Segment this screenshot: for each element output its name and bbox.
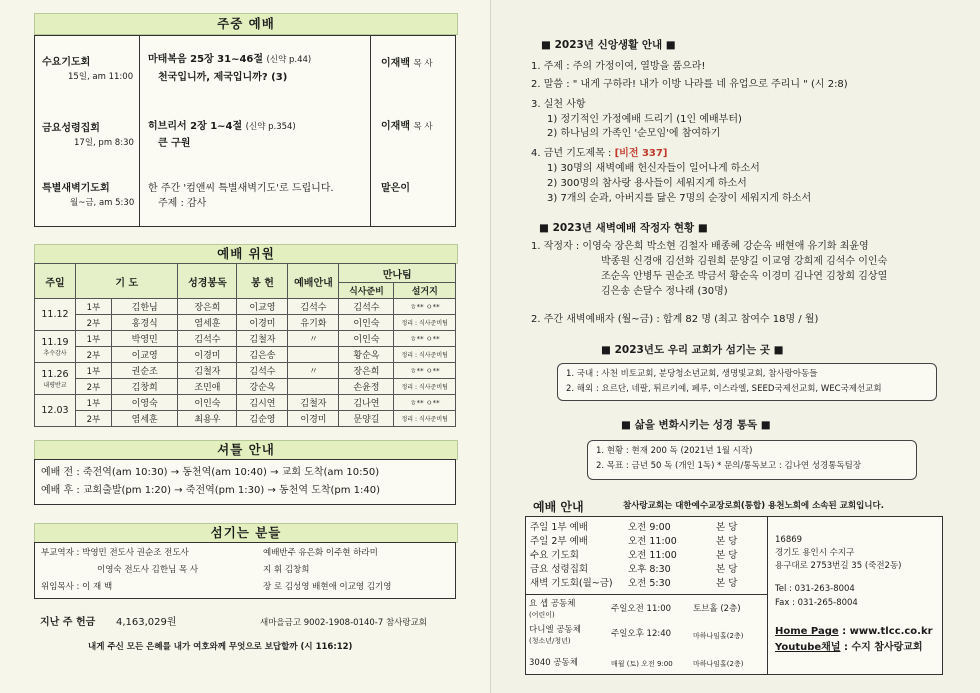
dawn-line: 조순옥 안병두 권순조 박금서 황순옥 이경미 김나연 김창희 김상열 [601,271,888,282]
youtube-link[interactable]: : 수지 참사랑교회 [843,642,923,653]
dawn-line: 1. 작정자 : 이영숙 장은희 박소현 김철자 배종혜 강순옥 배현애 유기화 최윤영 [531,241,869,252]
servants-line: 위임목사 : 이 재 백 [41,582,113,592]
cell-w1: 1부 [76,395,112,411]
prayer-item: 1) 30명의 새벽예배 헌신자들이 일어나게 하소서 [547,163,760,174]
guide-title: ■ 2023년 신앙생활 안내 ■ [541,39,676,51]
worship-role: 목 사 [413,122,433,132]
service-table [527,519,767,589]
worship-preacher: 이재백 [381,121,410,132]
cell-o1: 김철자 [237,331,288,347]
worship-role: 목 사 [413,59,433,69]
row-date: 11.19 [41,336,69,348]
worship-scripture: 한 주간 '컴앤씨 특별새벽기도'로 드립니다. [148,183,334,194]
row-sub: 추수감사 [43,349,67,357]
cell-m1: 이인숙 [339,331,394,347]
worship-name: 특별새벽기도회 [42,183,110,194]
cell-d2: 정리 : 식사준비팀 [394,411,456,427]
cell-m1: 김석수 [339,299,394,315]
worship-name: 금요성령집회 [42,123,100,134]
service-name: 주일 2부 예배 [530,536,588,547]
servants-line: 이영숙 전도사 김한님 목 사 [97,565,199,575]
service-time: 오전 11:00 [628,536,677,547]
bible-line: 1. 현황 : 현재 200 독 (2021년 1월 시작) [596,446,753,456]
service-name: 주일 1부 예배 [530,522,588,533]
guide-word: 2. 말씀 : " 내게 구하라! 내가 이방 나라를 네 유업으로 주리니 " (시 2:8) [531,79,848,90]
mission-line: 2. 해외 : 요르단, 네팔, 튀르키예, 페루, 이스라엘, SEED국제선교회, WEC국제선교회 [566,384,882,394]
cell-r1: 이인숙 [178,395,237,411]
guide-practice: 3. 실천 사항 [531,99,586,110]
col-header: 주일 [35,264,76,299]
guide-practice-1: 1) 정기적인 가정예배 드리기 (1인 예배부터) [547,114,742,125]
right-page [490,0,980,693]
committee-title: 예배 위원 [217,246,275,261]
cell-m2: 손윤정 [339,379,394,395]
community-row [527,598,767,622]
service-place: 본 당 [716,578,738,589]
worship-name: 수요기도회 [42,57,91,68]
cell-r2: 염세훈 [178,315,237,331]
cell-r1: 장은희 [178,299,237,315]
service-time: 오전 11:00 [628,550,677,561]
youtube-label: Youtube채널 [775,642,841,653]
cell-o2: 김순영 [237,411,288,427]
cell-o1: 김시연 [237,395,288,411]
bible-title: ■ 삶을 변화시키는 성경 통독 ■ [621,419,771,431]
cell-w2: 2부 [76,347,112,363]
cell-w1: 1부 [76,363,112,379]
cell-date [35,299,76,331]
cell-m2: 이인숙 [339,315,394,331]
mission-line: 1. 국내 : 사천 비토교회, 분당청소년교회, 생명빛교회, 참사랑아동들 [566,369,818,379]
servants-header [34,523,458,543]
offering-amount: 4,163,029원 [116,617,177,628]
cell-w1: 1부 [76,331,112,347]
worship-scripture: 히브리서 2장 1~4절 [148,121,243,132]
cell-d1: ㅎ** ㅇ** [394,299,456,315]
address-line: 용구대로 2753번길 35 (죽전2동) [775,561,902,571]
cell-d1: ㅎ** ㅇ** [394,363,456,379]
col-header: 봉 헌 [237,264,288,299]
guide-practice-2: 2) 하나님의 가족인 '순모임'에 참여하기 [547,128,721,139]
community-time: 매월 (토) 오전 9:00 [611,660,673,668]
community-time: 주일오후 12:40 [611,629,672,639]
cell-g2: 이경미 [288,411,339,427]
prayer-label: 4. 금년 기도제목 : [531,148,612,159]
offering-account: 새마을금고 9002-1908-0140-7 참사랑교회 [260,618,428,628]
cell-w2: 2부 [76,379,112,395]
service-name: 수요 기도회 [530,550,579,561]
service-schedule [527,519,767,589]
cell-o2: 이경미 [237,315,288,331]
community-row [527,648,767,672]
community-sub: (어린이) [529,611,555,619]
cell-g1: 김철자 [288,395,339,411]
cell-m1: 김나연 [339,395,394,411]
community-sub: (청소년/청년) [529,637,571,645]
cell-p2: 홍경식 [111,315,178,331]
shuttle-after: 예배 후 : 교회출발(pm 1:20) → 죽전역(pm 1:30) → 동천역 도착(pm 1:40) [41,485,381,496]
cell-d1: ㅎ** ㅇ** [394,395,456,411]
service-place: 본 당 [716,564,738,575]
cell-p1: 박영민 [111,331,178,347]
cell-p2: 염세훈 [111,411,178,427]
row-date: 11.12 [41,309,69,320]
committee-row [35,315,456,331]
shuttle-title: 셔틀 안내 [217,442,275,457]
servants-line: 부교역자 : 박영민 전도사 권순조 전도사 [41,548,189,558]
committee-row [35,331,456,347]
cell-r2: 최용우 [178,411,237,427]
service-place: 본 당 [716,522,738,533]
cell-w1: 1부 [76,299,112,315]
col-header: 성경봉독 [178,264,237,299]
service-time: 오후 8:30 [628,564,671,575]
servants-box [34,542,456,599]
cell-r2: 이경미 [178,347,237,363]
cell-o1: 김석수 [237,363,288,379]
community-row [527,622,767,648]
cell-date [35,363,76,395]
cell-w2: 2부 [76,315,112,331]
cell-g1: 〃 [288,331,339,347]
col-header: 설거지 [394,283,456,299]
shuttle-before: 예배 전 : 죽전역(am 10:30) → 동천역(am 10:40) → 교회 도착(am 10:50) [41,467,380,478]
cell-r2: 조민애 [178,379,237,395]
col-header: 만나팀 [339,264,456,283]
cell-d2: 정리 : 식사준비팀 [394,315,456,331]
service-place: 본 당 [716,550,738,561]
community-name: 다니엘 공동체 [529,625,581,635]
worship-preacher: 말은이 [381,183,410,194]
cell-date [35,331,76,363]
servants-line: 장 로 김성영 배현애 이교영 김기영 [263,582,392,592]
cell-g1: 김석수 [288,299,339,315]
shuttle-header [34,440,458,460]
phone: Tel : 031-263-8004 [775,584,855,594]
cell-g1: 〃 [288,363,339,379]
service-row [527,561,767,575]
community-name: 3040 공동체 [529,658,578,668]
guide-theme: 1. 주제 : 주의 가정이여, 열방을 품으라! [531,61,706,72]
weekday-worship-title: 주중 예배 [217,16,275,31]
cell-date [35,395,76,427]
servants-line: 지 휘 김창희 [263,565,310,575]
service-row [527,519,767,533]
cell-d1: ㅎ** ㅇ** [394,331,456,347]
committee-row [35,379,456,395]
service-time: 오전 9:00 [628,522,671,533]
zip-code: 16869 [775,535,803,545]
community-place: 마하나임홀(2층) [693,660,744,668]
worship-sermon: 큰 구원 [158,138,191,149]
committee-row [35,347,456,363]
cell-g2 [288,379,339,395]
committee-row [35,363,456,379]
mission-title: ■ 2023년도 우리 교회가 섬기는 곳 ■ [601,344,784,356]
service-name: 금요 성령집회 [530,564,589,575]
cell-p1: 이영숙 [111,395,178,411]
mission-box [557,363,937,401]
worship-date: 월~금, am 5:30 [70,198,135,208]
cell-r1: 김석수 [178,331,237,347]
cell-p2: 김창희 [111,379,178,395]
dawn-line: 박종원 신경애 김선화 김원희 문양길 이교영 강희제 김석수 이인숙 [601,256,888,267]
cell-m2: 문양길 [339,411,394,427]
row-sub: 내평반교 [43,381,67,389]
community-time: 주일오전 11:00 [611,604,672,614]
fax: Fax : 031-265-8004 [775,598,858,608]
service-title: 예배 안내 [533,500,584,514]
dawn-line: 2. 주간 새벽예배자 (월~금) : 합계 82 명 (최고 참여수 18명 / 월) [531,314,819,325]
service-row [527,575,767,589]
cell-d2: 정리 : 식사준비팀 [394,379,456,395]
cell-o1: 이교영 [237,299,288,315]
cell-o2: 김은송 [237,347,288,363]
prayer-item: 3) 7개의 순과, 아버지를 닮은 7명의 순장이 세워지게 하소서 [547,193,812,204]
prayer-vision: [비전 337] [614,148,668,159]
worship-preacher: 이재백 [381,58,410,69]
cell-w2: 2부 [76,411,112,427]
worship-sermon: 천국입니까, 제국입니까? (3) [158,72,288,83]
servants-title: 섬기는 분들 [210,525,282,540]
service-row [527,547,767,561]
dawn-title: ■ 2023년 새벽예배 작정자 현황 ■ [539,222,708,234]
address-line: 경기도 용인시 수지구 [775,548,855,558]
cell-g2 [288,347,339,363]
service-time: 오전 5:30 [628,578,671,589]
bible-line: 2. 목표 : 금년 50 독 (개인 1독) * 문의/통독보고 : 김나연 성경통독팀장 [596,461,862,471]
service-place: 본 당 [716,536,738,547]
community-place: 마하나임홀(2층) [693,632,744,640]
row-date: 11.26 [41,368,69,380]
dawn-line: 김은송 손달수 정나래 (30명) [601,286,728,297]
offering-label: 지난 주 헌금 [40,617,96,628]
service-desc: 참사랑교회는 대한예수교장로회(통합) 용천노회에 소속된 교회입니다. [623,501,884,511]
cell-p1: 김한님 [111,299,178,315]
community-name: 요 셉 공동체 [529,599,576,609]
community-list [527,598,767,672]
cell-p1: 권순조 [111,363,178,379]
col-header: 식사준비 [339,283,394,299]
committee-row [35,299,456,315]
worship-date: 17일, pm 8:30 [74,138,134,148]
prayer-item: 2) 300명의 참사랑 용사들이 세워지게 하소서 [547,178,747,189]
cell-p2: 이교영 [111,347,178,363]
cell-m2: 황순옥 [339,347,394,363]
cell-o2: 강순옥 [237,379,288,395]
bible-box [587,440,917,480]
committee-header [34,244,458,264]
service-name: 새벽 기도회(월~금) [530,578,613,589]
community-place: 토브홀 (2층) [693,604,741,614]
row-date: 12.03 [41,405,69,416]
committee-row [35,411,456,427]
cell-r1: 김철자 [178,363,237,379]
homepage-label: Home Page [775,626,839,637]
service-row [527,533,767,547]
bible-verse: 내게 주신 모든 은혜를 내가 여호와께 무엇으로 보답할까 (시 116:12) [88,642,353,652]
col-header: 예배안내 [288,264,339,299]
shuttle-box [34,459,456,505]
cell-d2: 정리 : 식사준비팀 [394,347,456,363]
committee-table [34,263,456,427]
committee-row [35,395,456,411]
servants-line: 예배반주 유은화 이주현 하라미 [263,548,378,558]
cell-g2: 유기화 [288,315,339,331]
weekday-worship-header [34,13,458,35]
worship-ref: (신약 p.354) [245,122,296,132]
worship-date: 15일, am 11:00 [68,72,134,82]
worship-scripture: 마태복음 25장 31~46절 [148,54,264,65]
col-header: 기 도 [76,264,178,299]
homepage-link[interactable]: : www.tlcc.co.kr [842,626,933,637]
worship-ref: (신약 p.44) [266,55,312,65]
cell-m1: 장은희 [339,363,394,379]
worship-sermon: 주제 : 감사 [158,198,207,209]
